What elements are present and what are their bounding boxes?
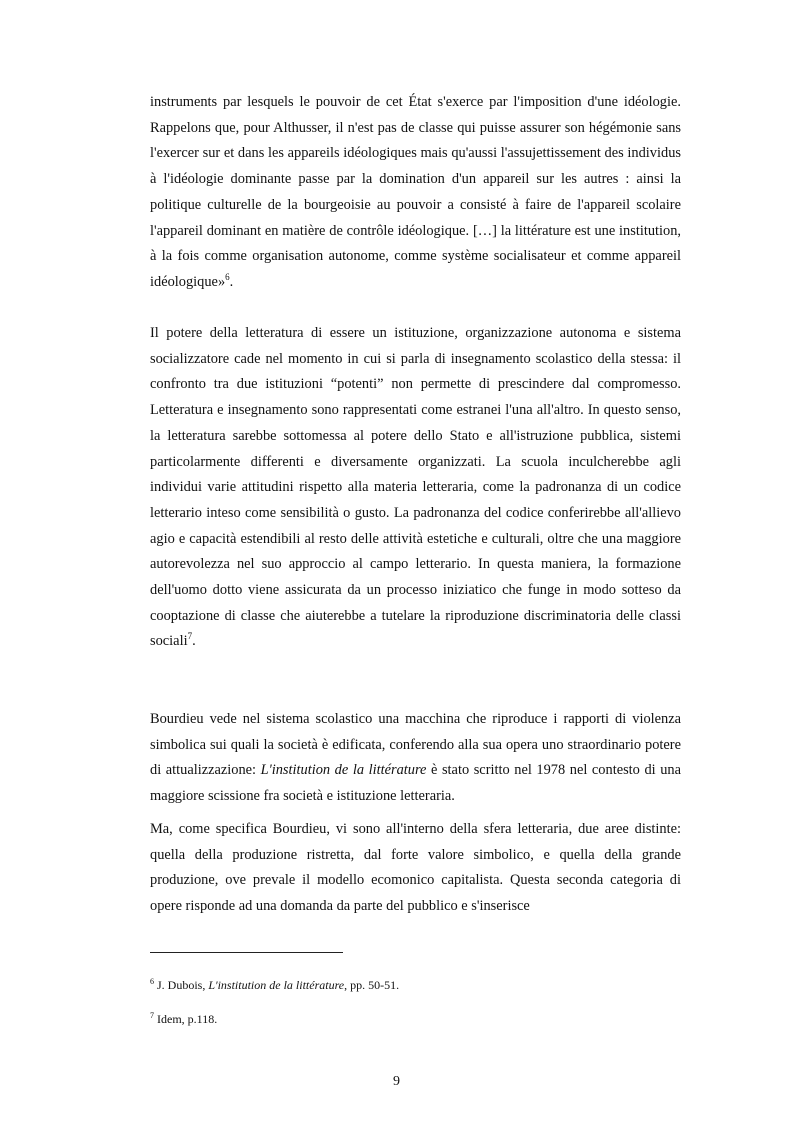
paragraph-4-text: Ma, come specifica Bourdieu, vi sono all'interno della sfera letteraria, due aree distinte: quella della produzione ristretta, dal forte valore simbolico, e quella della grande produzione, ove prevale il modello ecomonico capitalista. Questa seconda categoria di opere risponde ad una domanda da parte del pubblico e s'inserisce	[150, 821, 681, 915]
footnote-7-text: Idem, p.118.	[154, 1012, 218, 1026]
paragraph-2	[150, 321, 681, 655]
paragraph-2-end: .	[192, 633, 196, 650]
quote-paragraph-end: .	[229, 273, 234, 290]
footnote-6-number: 6	[150, 977, 154, 986]
footnote-7	[150, 1011, 217, 1027]
quote-paragraph	[150, 90, 681, 296]
paragraph-3-before: Bourdieu vede nel sistema scolastico una macchina che riproduce i rapporti di violenza simbolica sui quali la società è edificata, conferendo alla sua opera uno straordinario potere di attualizzazione:	[150, 711, 681, 779]
paragraph-4	[150, 817, 681, 920]
page-number: 9	[393, 1074, 400, 1089]
quote-paragraph-text: instruments par lesquels le pouvoir de cet État s'exerce par l'imposition d'une idéologie. Rappelons que, pour Althusser, il n'est pas de classe qui puisse assurer son hégémonie sans l'exercer sur et dans les appareils idéologiques mais qu'aussi l'assujettissement des individus à l'idéologie dominante passe par la domination d'un appareil sur les autres : ainsi la politique culturelle de la bourgeoisie au pouvoir a consisté à faire de l'appareil scolaire l'appareil dominant en matière de contrôle idéologique. […] la littérature est une institution, à la fois comme organisation autonome, comme système socialisateur et comme appareil idéologique»	[150, 94, 681, 290]
footnote-6	[150, 977, 399, 993]
footnote-6-rest: , pp. 50-51.	[344, 978, 400, 992]
book-title: L'institution de la littérature	[260, 762, 427, 779]
footnote-ref-6[interactable]: 6	[225, 272, 230, 283]
footnote-6-title: L'institution de la littérature	[208, 978, 345, 992]
footnote-separator	[150, 952, 343, 953]
paragraph-3	[150, 707, 681, 810]
paragraph-2-text: Il potere della letteratura di essere un istituzione, organizzazione autonoma e sistema socializzatore cade nel momento in cui si parla di insegnamento scolastico della stessa: il confronto tra due istituzioni “potenti” non permette di prescindere dal compromesso. Letteratura e insegnamento sono rappresentati come estranei l'una all'altro. In questo senso, la letteratura sarebbe sottomessa al potere dello Stato e all'istruzione pubblica, sistemi particolarmente differenti e diversamente organizzati. La scuola inculcherebbe agli individui varie attitudini rispetto alla materia letteraria, come la padronanza di un codice letterario inteso come sensibilità o gusto. La padronanza del codice conferirebbe all'allievo agio e capacità estendibili al resto delle attività estetiche e culturali, oltre che una maggiore autorevolezza nel suo approccio al campo letterario. In questa maniera, la formazione dell'uomo dotto viene assicurata da un processo iniziatico che funge in modo sotteso da cooptazione di classe che aiuterebbe a tutelare la riproduzione discriminatoria delle classi sociali	[150, 325, 681, 650]
paragraph-3-after: è stato scritto nel 1978 nel contesto di una maggiore scissione fra società e istituzione letteraria.	[150, 762, 681, 805]
footnote-6-author: J. Dubois,	[154, 978, 209, 992]
footnote-7-number: 7	[150, 1011, 154, 1020]
footnote-ref-7[interactable]: 7	[187, 631, 193, 642]
